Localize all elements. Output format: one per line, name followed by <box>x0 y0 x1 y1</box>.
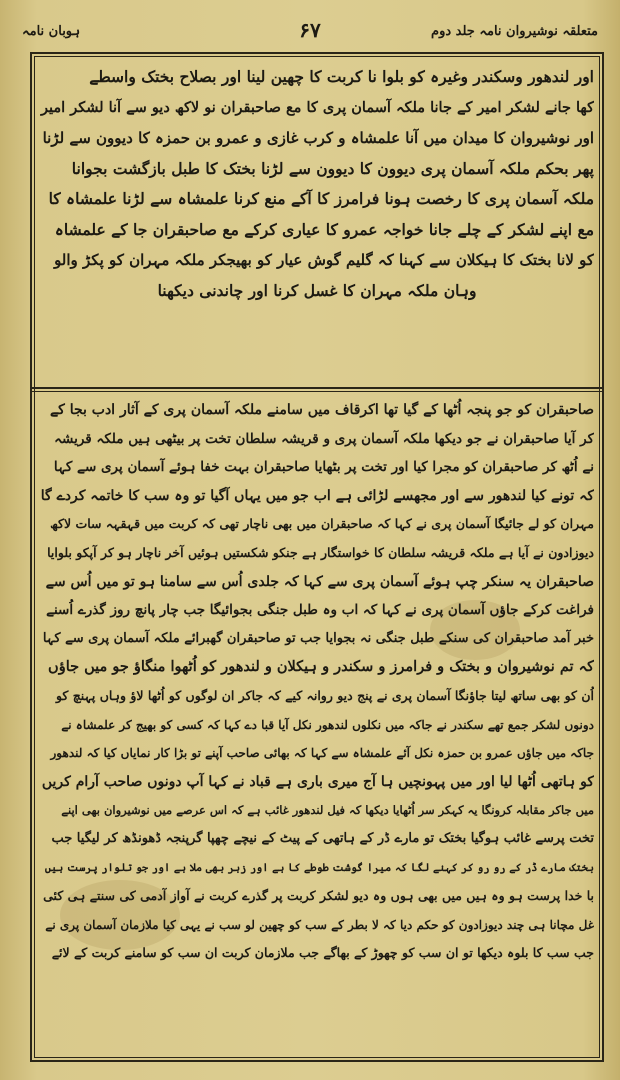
body-line: کہ تم نوشیروان و بختک و فرامرز و سکندر و ہیکلان و لندھور کو اُٹھوا منگاؤ جو میں جاؤں <box>48 658 594 676</box>
body-line: تخت پرسے غائب ہوگیا بختک تو مارے ڈر کے ہاتھی کے پیٹ کے نیچے چھپا گرپنجہ ڈھونڈھ کر لیگیا جب <box>51 830 594 846</box>
body-line: نے اُٹھ کر صاحبقران کو مجرا کیا اور تخت پر بٹھایا صاحبقران بہت خفا ہوئے آسمان پری سے کہا <box>53 459 594 476</box>
synopsis-line: کھا جانے لشکر امیر کے جانا ملکہ آسمان پری کا مع صاحبقران نو لاکھ دیو سے آنا لشکر امیر <box>40 98 594 116</box>
body-line: خبر آمد صاحبقران کی سنکے طبل جنگی نہ بجوایا جب تو صاحبقران گھبرائے ملکہ آسمان پری سے کہا <box>42 630 594 646</box>
body-line: جاکہ میں جاؤں عمرو بن حمزہ نکل آئے علمشاہ سے کہا کہ بھائی صاحب آپنے تو بڑا کار نمایاں کیا کہ لندھور <box>50 746 594 761</box>
body-line: کر آیا صاحبقران نے جو دیکھا ملکہ آسمان پری و قریشہ سلطان تخت پر بیٹھی ہیں ملکہ قریشہ <box>54 430 594 447</box>
body-line: اُن کو بھی ساتھ لیتا جاؤنگا آسمان پری نے پنج دیو روانہ کیے کہ جاکر ان لوگوں کو اُٹھا لاؤ وہاں پہنچ کو <box>55 687 594 703</box>
synopsis-line: وہان ملکہ مہران کا غسل کرنا اور چاندنی دیکھنا <box>157 280 477 300</box>
body-line: غل مچانا ہی چند دیوزادون کو حکم دیا کہ لا بطر کے سب کو چھین لو سب نے یہی کیا ملازمان آسمان پری نے <box>45 917 594 932</box>
chapter-body <box>40 396 594 1056</box>
synopsis-line: پھر بحکم ملکہ آسمان پری دیوون کا دیوون سے لڑنا بختک کا طبل بازگشت بجوانا <box>71 158 594 178</box>
body-line: کہ تونے کیا لندھور سے اور مجھسے لڑائی ہے اب جو میں یہاں آگیا تو وہ سب کا خاتمہ کردے گا <box>40 487 594 504</box>
page-header <box>14 18 606 48</box>
synopsis-line: کو لانا بختک کا ہیکلان سے کہنا کہ گلیم گوش عیار کو بھیجکر ملکہ مہران کو پکڑ والو <box>54 251 594 269</box>
synopsis-line: اور نوشیروان کا میدان میں آنا علمشاہ و کرب غازی و عمرو بن حمزہ کا دیوون سے لڑنا <box>42 129 594 147</box>
body-line: جب سب کا بلوہ دیکھا تو ان سب کو چھوڑ کے بھاگے جب ملازمان کربت ان سب کو سامنے کربت کے لائے <box>51 945 594 961</box>
body-line: دونوں لشکر جمع تھے سکندر نے جاکہ میں نکلوں لندھور نکل آیا قبا دے کہا کہ کسی کو بھیج کر علمشاہ نے <box>61 717 594 732</box>
synopsis-line: مع اپنے لشکر کے چلے جانا خواجہ عمرو کا عیاری کرکے مع صاحبقران جا کے علمشاہ <box>54 219 594 239</box>
section-divider <box>32 387 602 389</box>
synopsis-line: اور لندھور وسکندر وغیرہ کو بلوا نا کربت کا چھین لینا اور بصلاح بختک واسطے <box>89 67 594 86</box>
body-line: کو ہاتھی اُٹھا لیا اور میں پہونچیں ہا آج میری باری ہے قباد نے کہا آپ دونوں صاحب آرام کریں <box>41 773 594 790</box>
body-line: مہران کو لے جائیگا آسمان پری نے کہا کہ صاحبقران میں بھی ناچار تھی کہ کربت میں قہقہہ سات لاکھ <box>50 516 594 532</box>
synopsis-line: ملکہ آسمان پری کا رخصت ہونا فرامرز کا آکے منع کرنا علمشاہ سے لڑنا علمشاہ کا <box>48 189 594 208</box>
body-line: میں جاکر مقابلہ کرونگا یہ کہکر سر اُٹھایا دیکھا کہ فیل لندھور غائب ہے کہ اس عرصے میں نوشیروان بھی اپنے <box>61 803 594 818</box>
section-divider-inner <box>32 391 602 392</box>
running-title-right: متعلقہ نوشیروان نامہ جلد دوم <box>431 24 598 39</box>
body-line: فراغت کرکے جاؤں آسمان پری نے کہا کہ اب وہ طبل جنگی بجوائیگا جب چار پانچ روز گذرے اُسنے <box>46 602 594 619</box>
page-number: ۶۷ <box>299 18 321 42</box>
body-line: دیوزادون نے آیا ہے ملکہ قریشہ سلطان کا خواستگار ہے جنکو شکستیں ہوئیں آخر ناچار ہو کر آپکو بلوایا <box>47 544 594 560</box>
running-title-left: ہوبان نامہ <box>22 24 81 39</box>
text-frame <box>30 52 604 1062</box>
body-line: بختک مارے ڈر کے رو رو کر کہنے لگا کہ میرا گوشت طوطے کا ہے اور زہر بھی ملا ہے اور جو تلوار پرست ہیں <box>44 861 594 874</box>
chapter-synopsis <box>40 62 594 392</box>
body-line: با خدا پرست ہو وہ ہیں میں بھی ہوں وہ دیو لشکر کربت پر گذرے کربت نے آواز آدمی کی سنتے ہی کئی <box>43 888 594 904</box>
body-line: صاحبقران یہ سنکر چپ ہوئے آسمان پری سے کہا کہ جلدی اُس سے سامنا ہو تو میں اُس سے <box>45 573 594 590</box>
body-line: صاحبقران کو جو پنجہ اُٹھا کے گیا تھا اکرقاف میں سامنے ملکہ آسمان پری کے آثار ادب بجا کے <box>49 402 594 418</box>
